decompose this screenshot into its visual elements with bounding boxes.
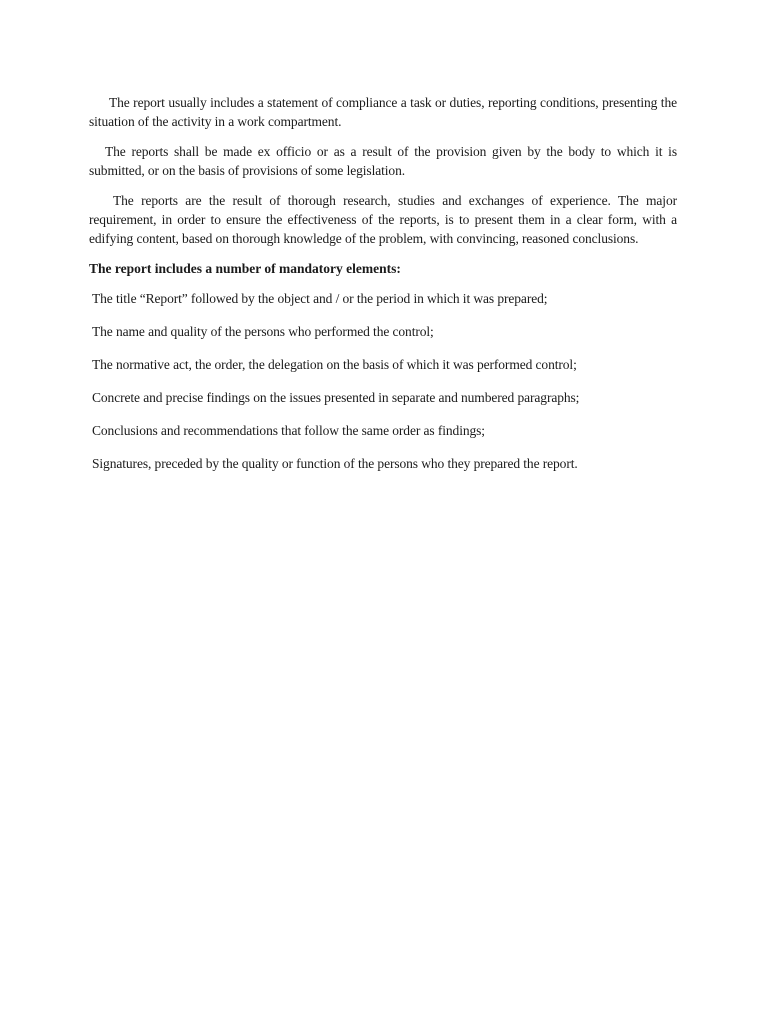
list-item: Signatures, preceded by the quality or function of the persons who they prepared the report. — [92, 456, 578, 471]
list-item: The normative act, the order, the delegation on the basis of which it was performed control; — [92, 357, 577, 372]
document-body — [89, 93, 677, 487]
mandatory-elements-heading: The report includes a number of mandatory elements: — [89, 261, 401, 276]
list-item: Conclusions and recommendations that follow the same order as findings; — [92, 423, 485, 438]
paragraph-report-contents: The report usually includes a statement of compliance a task or duties, reporting conditions, presenting the situation of the activity in a work compartment. — [89, 95, 677, 129]
paragraph-report-requirements: The reports are the result of thorough research, studies and exchanges of experience. The major requirement, in order to ensure the effectiveness of the reports, is to present them in a clear form, with a edifying content, based on thorough knowledge of the problem, with convincing, reasoned conclusions. — [89, 193, 677, 246]
mandatory-elements-list — [89, 289, 677, 473]
list-item: The name and quality of the persons who performed the control; — [92, 324, 434, 339]
list-item: The title “Report” followed by the object and / or the period in which it was prepared; — [92, 291, 548, 306]
list-item: Concrete and precise findings on the issues presented in separate and numbered paragraphs; — [92, 390, 580, 405]
paragraph-report-origin: The reports shall be made ex officio or as a result of the provision given by the body to which it is submitted, or on the basis of provisions of some legislation. — [89, 144, 677, 178]
